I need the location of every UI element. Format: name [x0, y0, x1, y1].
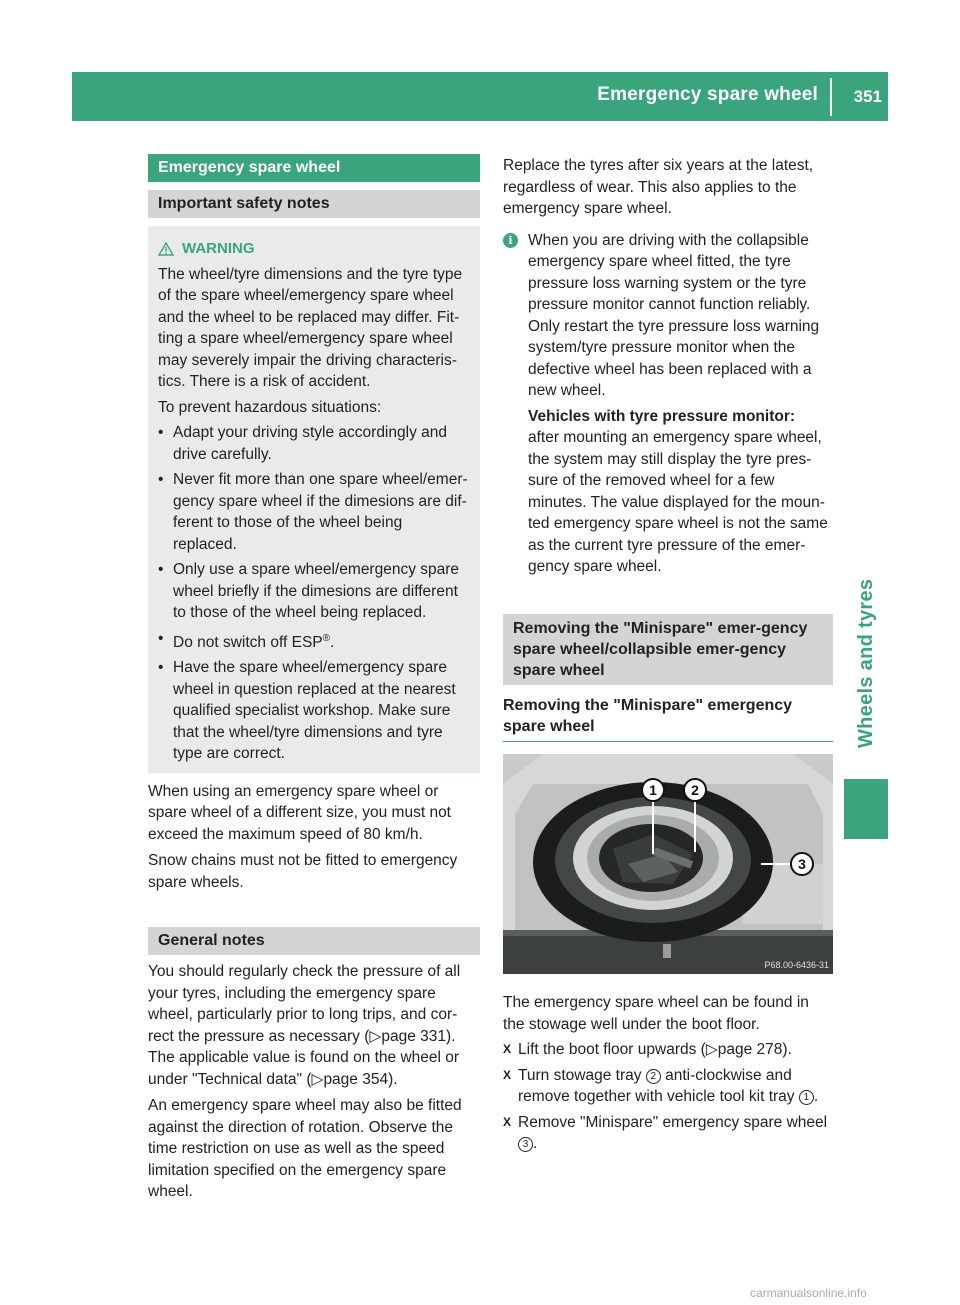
subsection-title-minispare: Removing the "Minispare" emergency spare wheel: [503, 695, 833, 742]
callout-2: 2: [691, 781, 699, 798]
page-ref-278[interactable]: page 278: [717, 1041, 783, 1058]
step1-text: Lift the boot floor upwards (: [518, 1041, 706, 1058]
list-item: [503, 1112, 833, 1155]
page-ref-arrow-icon: ▷: [311, 1070, 324, 1088]
step2-end: .: [813, 1088, 819, 1105]
general-text-c: ).: [388, 1070, 398, 1088]
watermark: carmanualsonline.info: [750, 1286, 867, 1300]
section-title-removing: Removing the "Minispare" emer-gency spare wheel/collapsible emer-gency spare wheel: [503, 614, 833, 685]
header-title: Emergency spare wheel: [597, 84, 818, 105]
page-ref-354[interactable]: page 354: [323, 1070, 389, 1088]
subsection-title-safety: Important safety notes: [148, 190, 480, 218]
info-text: When you are driving with the collapsible emergency spare wheel fitted, the tyre pressure loss warning system or the tyre pressure monitor cannot function reliably. Only restart the tyre pressure loss warning system/tyre pressure monitor when the defective wheel has been replaced with a new wheel.: [528, 231, 820, 399]
replace-tyres-paragraph: Replace the tyres after six years at the latest, regardless of wear. This also applies to the emergency spare wheel.: [503, 157, 814, 217]
step3-text: Remove "Minispare" emergency spare wheel: [518, 1113, 828, 1131]
page-ref-331[interactable]: page 331: [381, 1027, 446, 1045]
step2-text: Turn stowage tray: [518, 1066, 646, 1084]
right-column: [503, 155, 833, 1155]
info-note: [503, 230, 833, 578]
esp-period: .: [330, 633, 335, 651]
info-text-2: after mounting an emergency spare wheel, the system may still display the tyre pres-sure of the removed wheel for a few minutes. The value displayed for the moun-ted emergency spare wheel is not the same as the current tyre pressure of the emer-gency spare wheel.: [528, 429, 828, 575]
general-paragraph-1: [148, 961, 480, 1090]
number-1-icon: 1: [799, 1090, 814, 1105]
registered-mark: ®: [322, 632, 330, 644]
side-tab-marker: [844, 779, 888, 839]
subsection-title-general: General notes: [148, 927, 480, 955]
section-title-spare-wheel: Emergency spare wheel: [148, 154, 480, 182]
general-paragraph-2: An emergency spare wheel may also be fitted against the direction of rotation. Observe the time restriction on use as well as the speed limitation specified on the emergency spare wheel.: [148, 1097, 462, 1201]
header-separator: [830, 78, 832, 116]
spare-wheel-photo: [503, 754, 833, 974]
stowage-paragraph: The emergency spare wheel can be found in the stowage well under the boot floor.: [503, 994, 809, 1033]
step3-end: .: [533, 1135, 538, 1152]
info-icon: i: [503, 233, 518, 248]
warning-triangle-icon: [158, 242, 174, 256]
side-tab-label: Wheels and tyres: [855, 578, 877, 748]
warning-header: [158, 238, 470, 260]
page-ref-arrow-icon: ▷: [705, 1041, 718, 1058]
list-item: • Adapt your driving style accordingly and drive carefully.: [158, 422, 470, 465]
list-item: [158, 628, 470, 654]
step1-end: ).: [782, 1041, 792, 1058]
steps-list: [503, 1039, 833, 1155]
list-item: • Have the spare wheel/emergency spare wheel in question replaced at the nearest qualified specialist workshop. Make sure that the wheel/tyre dimensions and tyre type are correct.: [158, 657, 470, 765]
page-ref-arrow-icon: ▷: [369, 1027, 382, 1045]
callout-3: 3: [798, 855, 806, 872]
snow-chains-paragraph: Snow chains must not be fitted to emergency spare wheels.: [148, 852, 458, 891]
speed-paragraph: When using an emergency spare wheel or spare wheel of a different size, you must not exceed the maximum speed of 80 km/h.: [148, 782, 451, 843]
info-bold-heading: Vehicles with tyre pressure monitor:: [528, 407, 796, 425]
page-number: 351: [853, 87, 882, 106]
list-item: • Only use a spare wheel/emergency spare wheel briefly if the dimesions are different to those of the wheel being replaced.: [158, 559, 470, 624]
warning-prevent-text: To prevent hazardous situations:: [158, 398, 382, 416]
warning-label: WARNING: [182, 240, 255, 257]
photo-code: P68.00-6436-31: [764, 959, 829, 970]
page-header: [72, 72, 888, 121]
number-3-icon: 3: [518, 1137, 533, 1152]
callout-1: 1: [649, 781, 657, 798]
step2-text-b: anti-clockwise and remove together with vehicle tool kit tray: [518, 1066, 799, 1105]
general-text-a: You should regularly check the pressure of all your tyres, including the emergency spare wheel, particularly prior to long trips, and cor-rect the pressure as necessary (: [148, 963, 461, 1045]
left-column: [148, 154, 480, 1203]
warning-box: [148, 226, 480, 773]
general-text-b: ). The applicable value is found on the wheel or under "Technical data" (: [148, 1027, 460, 1088]
warning-list: [158, 422, 470, 765]
list-item: [503, 1065, 833, 1108]
warning-text: The wheel/tyre dimensions and the tyre type of the spare wheel/emergency spare wheel and the wheel to be replaced may differ. Fit-ting a spare wheel/emergency spare wheel may severely impair the driving characteris-tics. There is a risk of accident.: [158, 265, 463, 390]
esp-text: Do not switch off ESP: [173, 633, 323, 651]
list-item: [503, 1039, 833, 1061]
list-item: • Never fit more than one spare wheel/emer-gency spare wheel if the dimesions are dif-ferent to those of the wheel being replaced.: [158, 469, 470, 555]
number-2-icon: 2: [646, 1069, 661, 1084]
